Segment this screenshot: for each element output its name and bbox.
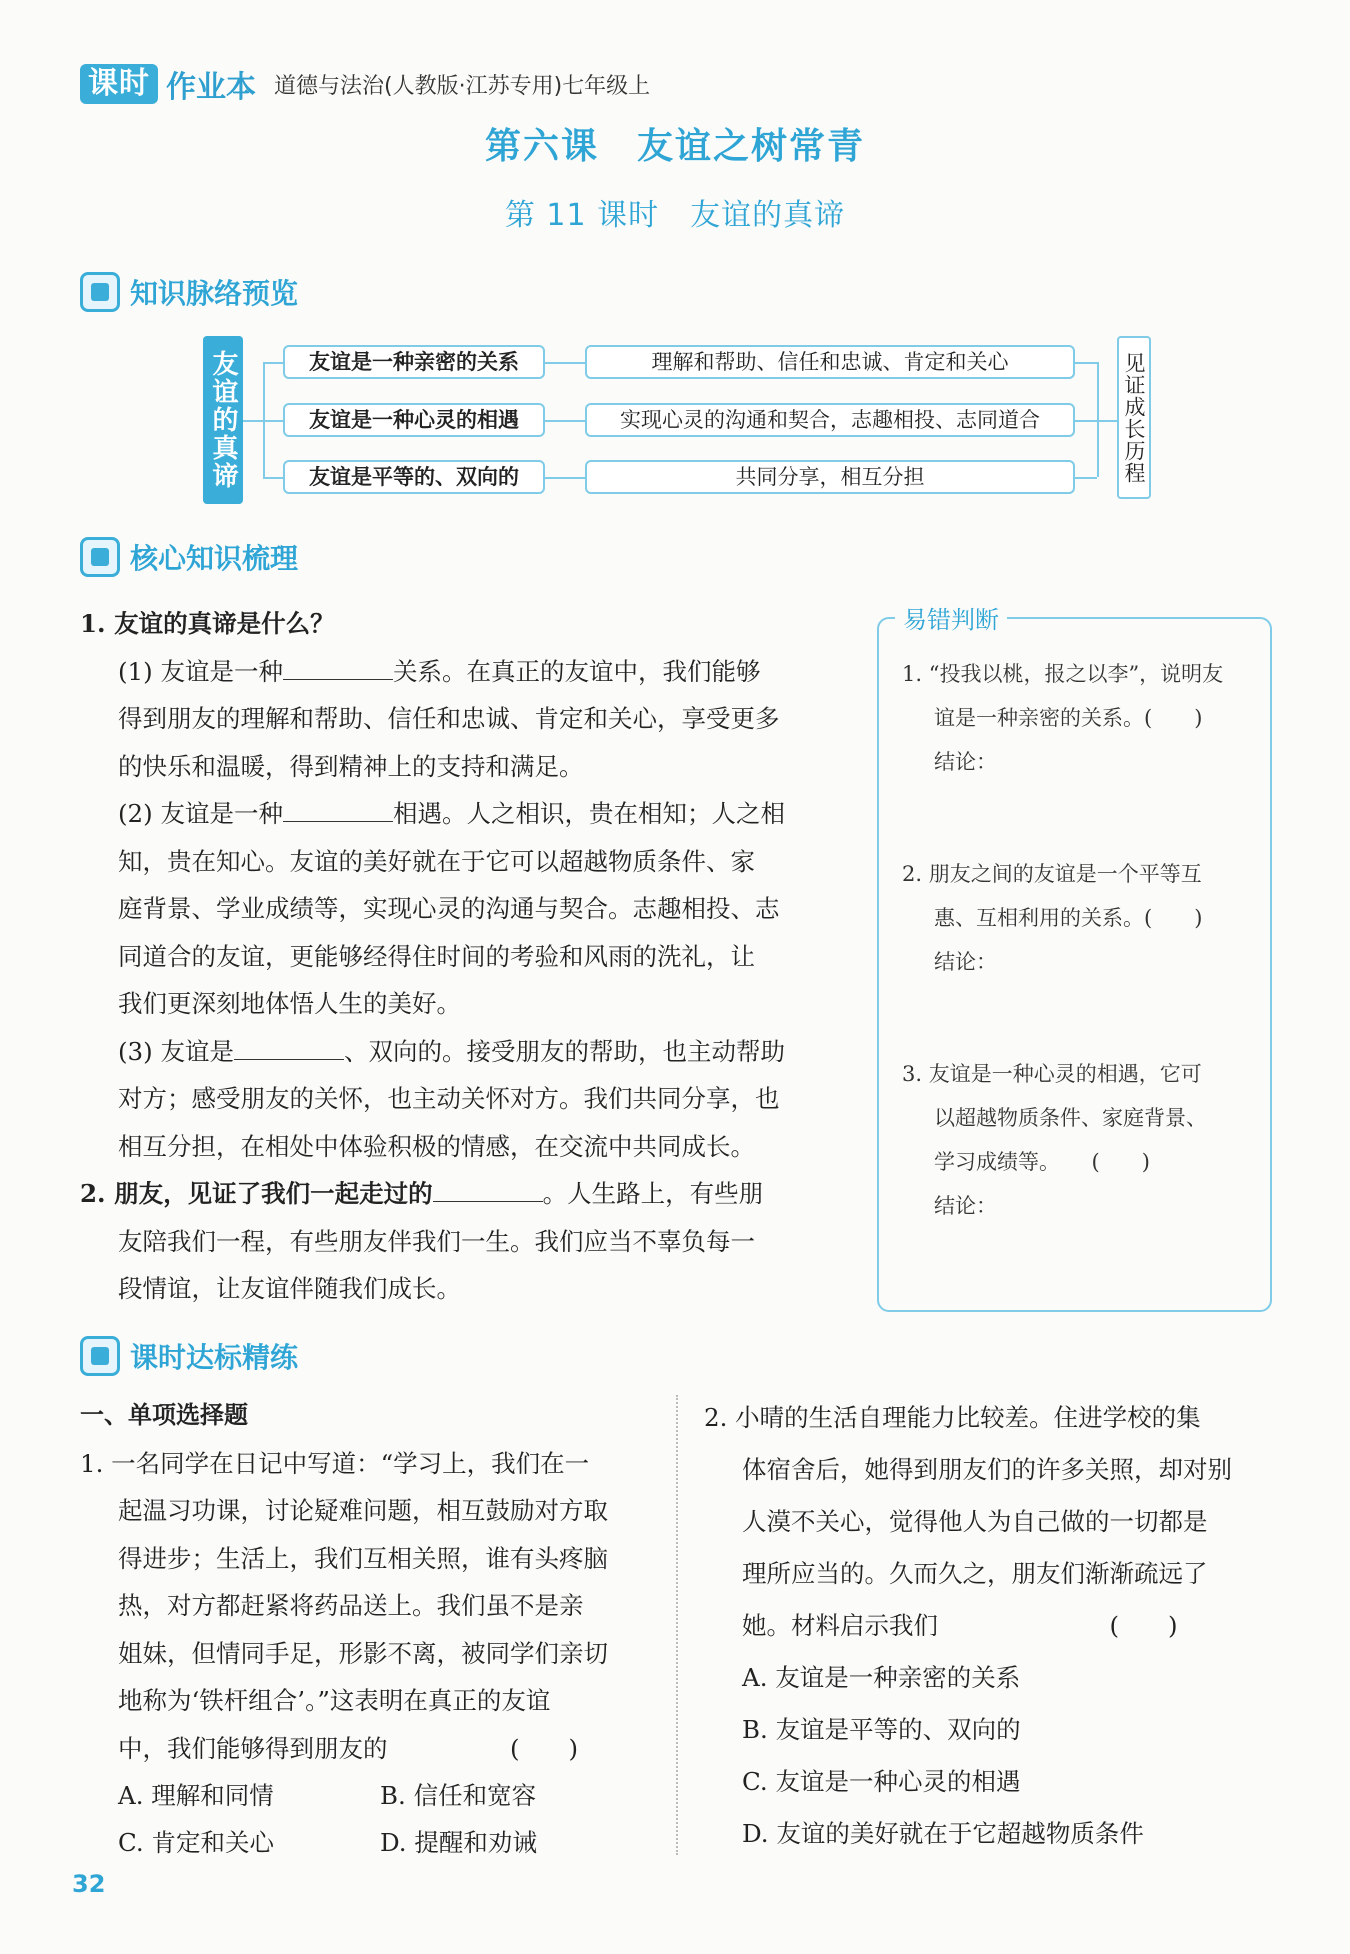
question-2 [704, 1392, 1294, 1652]
text-line: 理所应当的。久而久之，朋友们渐渐疏远了 [742, 1559, 1208, 1588]
conclusion-field[interactable]: 结论： [934, 1194, 997, 1218]
text-fragment: 、双向的。接受朋友的帮助，也主动帮助 [344, 1036, 785, 1066]
brand-name: 作业本 [166, 70, 256, 105]
text-line: 学习成绩等。 ( ) [934, 1150, 1150, 1174]
fill-blank[interactable] [234, 1036, 344, 1060]
practice-left-column [80, 1392, 660, 1866]
page-number: 32 [72, 1870, 106, 1898]
text-line: 1. “投我以桃，报之以李”，说明友 [902, 662, 1224, 686]
diagram-left-box: 友谊是一种亲密的关系 [283, 345, 545, 379]
column-divider [676, 1395, 678, 1855]
text-fragment: 关系。在真正的友谊中，我们能够 [393, 656, 761, 686]
book-brand [80, 64, 650, 104]
text-line: 起温习功课，讨论疑难问题，相互鼓励对方取 [118, 1496, 608, 1525]
option-d[interactable]: D. 提醒和劝诫 [380, 1828, 537, 1857]
fill-blank[interactable] [283, 798, 393, 822]
section-core [80, 537, 298, 577]
text-line: 得到朋友的理解和帮助、信任和忠诚、肯定和关心，享受更多 [118, 704, 780, 733]
option-d[interactable]: D. 友谊的美好就在于它超越物质条件 [742, 1819, 1144, 1848]
section-practice [80, 1336, 298, 1376]
fill-blank[interactable] [433, 1178, 543, 1202]
text-line: 谊是一种亲密的关系。( ) [934, 706, 1203, 730]
option-c[interactable]: C. 肯定和关心 [118, 1828, 274, 1857]
text-line: 1. 一名同学在日记中写道：“学习上，我们在一 [80, 1448, 590, 1478]
text-line: 以超越物质条件、家庭背景、 [934, 1106, 1207, 1130]
section-preview-label: 知识脉络预览 [130, 277, 299, 310]
error-judgment-title: 易错判断 [895, 600, 1007, 635]
text-fragment: 相遇。人之相识，贵在相知；人之相 [393, 799, 785, 828]
diagram-connector [263, 477, 283, 479]
text-line: 段情谊，让友谊伴随我们成长。 [118, 1274, 461, 1303]
diagram-connector [545, 362, 585, 364]
core-content [80, 600, 850, 1313]
text-fragment: 2. 朋友，见证了我们一起走过的 [80, 1179, 433, 1208]
question-title: 1. 友谊的真谛是什么？ [80, 609, 335, 638]
text-line: 惠、互相利用的关系。( ) [934, 906, 1203, 930]
text-line: 2. 小晴的生活自理能力比较差。住进学校的集 [704, 1403, 1201, 1432]
conclusion-field[interactable]: 结论： [934, 950, 997, 974]
diagram-end-box: 见证成长历程 [1117, 336, 1151, 499]
diagram-left-box: 友谊是平等的、双向的 [283, 460, 545, 494]
conclusion-field[interactable]: 结论： [934, 750, 997, 774]
checkbox-icon [80, 537, 120, 577]
question-type-title: 一、单项选择题 [80, 1401, 248, 1429]
option-b[interactable]: B. 信任和宽容 [380, 1781, 537, 1810]
diagram-connector [1097, 420, 1117, 422]
judgment-item [902, 1052, 1252, 1228]
text-line: 友陪我们一程，有些朋友伴我们一生。我们应当不辜负每一 [118, 1226, 755, 1256]
diagram-left-box: 友谊是一种心灵的相遇 [283, 403, 545, 437]
judgment-item [902, 652, 1252, 852]
text-fragment: (2) 友谊是一种 [118, 799, 283, 828]
text-fragment: (1) 友谊是一种 [118, 656, 283, 686]
text-line: 知，贵在知心。友谊的美好就在于它可以超越物质条件、家 [118, 846, 755, 876]
period-title: 第 11 课时 友谊的真谛 [504, 198, 846, 233]
text-line: 人漠不关心，觉得他人为自己做的一切都是 [742, 1507, 1208, 1536]
practice-right-column [704, 1392, 1294, 1860]
question-1 [80, 1440, 660, 1773]
core-q1-body [80, 648, 850, 1171]
option-b[interactable]: B. 友谊是平等的、双向的 [742, 1715, 1021, 1744]
brand-badge: 课时 [80, 64, 158, 104]
option-c[interactable]: C. 友谊是一种心灵的相遇 [742, 1767, 1021, 1796]
text-line: 热，对方都赶紧将药品送上。我们虽不是亲 [118, 1591, 584, 1620]
option-a[interactable]: A. 理解和同情 [118, 1781, 274, 1810]
diagram-connector [545, 477, 585, 479]
text-line: 同道合的友谊，更能够经得住时间的考验和风雨的洗礼，让 [118, 941, 755, 971]
lesson-title: 第六课 友谊之树常青 [484, 126, 865, 167]
text-line: 她。材料启示我们 ( ) [742, 1611, 1178, 1640]
text-line: 3. 友谊是一种心灵的相遇，它可 [902, 1062, 1202, 1086]
diagram-connector [243, 420, 263, 422]
question-1-options [80, 1772, 660, 1866]
diagram-right-box: 共同分享，相互分担 [585, 460, 1075, 494]
book-icon [80, 272, 120, 312]
fill-blank[interactable] [283, 656, 393, 680]
text-line: 地称为‘铁杆组合’。”这表明在真正的友谊 [118, 1686, 551, 1715]
pencil-icon [80, 1336, 120, 1376]
diagram-right-box: 实现心灵的沟通和契合，志趣相投、志同道合 [585, 403, 1075, 437]
diagram-connector [1075, 362, 1097, 364]
text-line: 得进步；生活上，我们互相关照，谁有头疼脑 [118, 1543, 608, 1573]
text-fragment: (3) 友谊是 [118, 1036, 234, 1066]
text-line: 对方；感受朋友的关怀，也主动关怀对方。我们共同分享，也 [118, 1084, 780, 1113]
section-preview [80, 272, 298, 312]
section-practice-label: 课时达标精练 [130, 1341, 299, 1374]
diagram-connector [263, 362, 283, 364]
subject-label: 道德与法治(人教版·江苏专用)七年级上 [274, 73, 651, 99]
judgment-item [902, 852, 1252, 1052]
diagram-connector [545, 420, 585, 422]
text-line: 2. 朋友之间的友谊是一个平等互 [902, 862, 1202, 886]
text-line: 体宿舍后，她得到朋友们的许多关照，却对别 [742, 1455, 1232, 1484]
text-line: 的快乐和温暖，得到精神上的支持和满足。 [118, 751, 584, 781]
diagram-root: 友谊的真谛 [203, 336, 243, 504]
text-fragment: 。人生路上，有些朋 [542, 1179, 764, 1208]
section-core-label: 核心知识梳理 [130, 542, 299, 575]
error-judgment-items [902, 652, 1252, 1228]
question-2-options [704, 1652, 1294, 1860]
text-line: 庭背景、学业成绩等，实现心灵的沟通与契合。志趣相投、志 [118, 894, 780, 923]
text-line: 相互分担，在相处中体验积极的情感，在交流中共同成长。 [118, 1131, 755, 1161]
diagram-connector [1075, 420, 1097, 422]
text-line: 我们更深刻地体悟人生的美好。 [118, 989, 461, 1018]
diagram-right-box: 理解和帮助、信任和忠诚、肯定和关心 [585, 345, 1075, 379]
text-line: 姐妹，但情同手足，形影不离，被同学们亲切 [118, 1638, 608, 1668]
diagram-connector [1075, 477, 1097, 479]
option-a[interactable]: A. 友谊是一种亲密的关系 [742, 1663, 1021, 1692]
diagram-connector [263, 420, 283, 422]
text-line: 中，我们能够得到朋友的 ( ) [118, 1733, 579, 1763]
